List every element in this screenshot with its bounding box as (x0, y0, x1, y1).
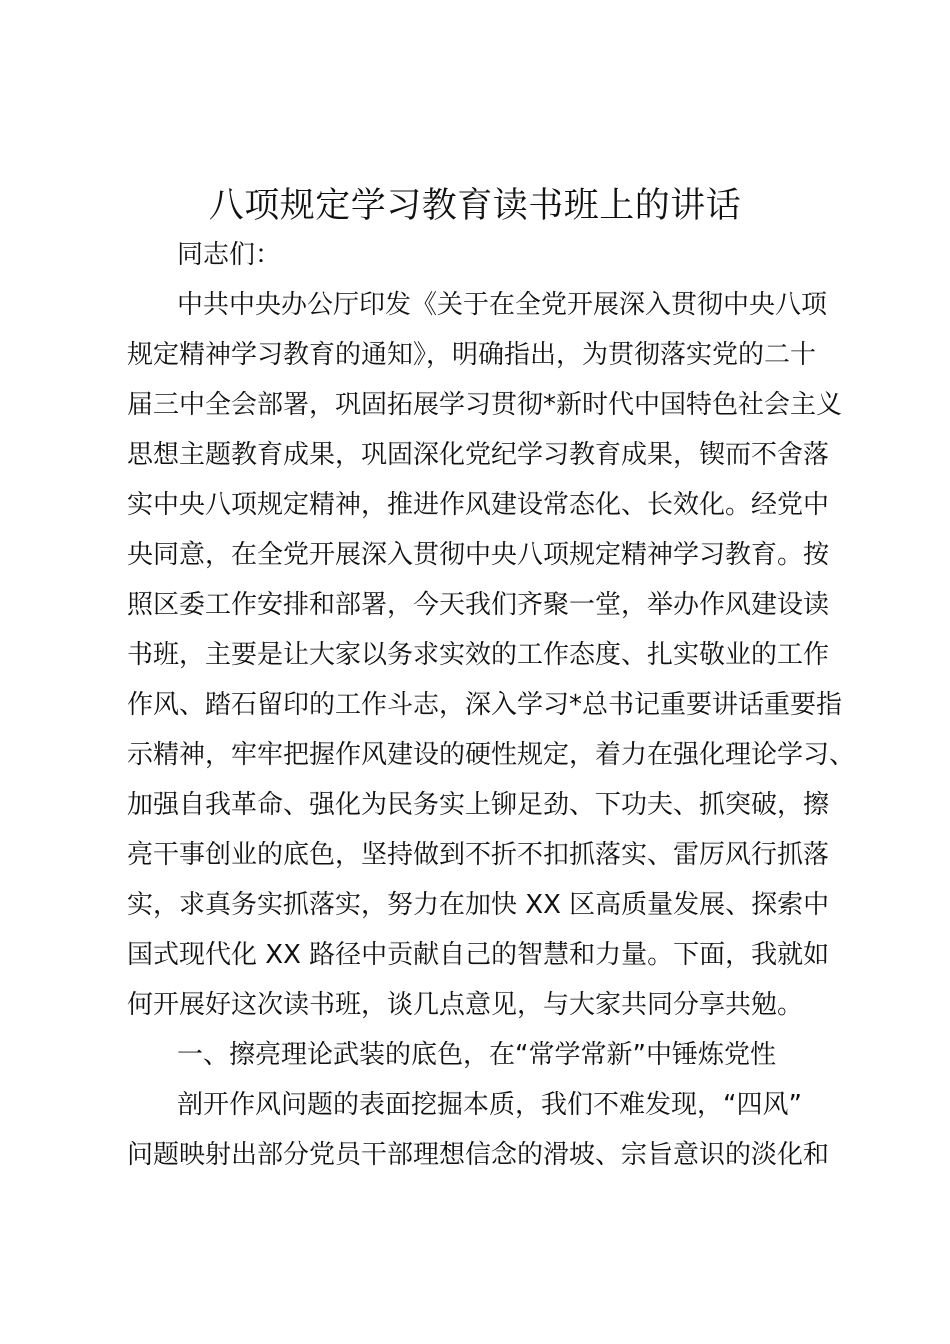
paragraph-line: 作风、踏石留印的工作斗志，深入学习*总书记重要讲话重要指 (127, 690, 843, 720)
paragraph-line: 示精神，牢牢把握作风建设的硬性规定，着力在强化理论学习、 (127, 740, 856, 770)
paragraph-line: 中共中央办公厅印发《关于在全党开展深入贯彻中央八项 (177, 290, 828, 320)
paragraph-line: 加强自我革命、强化为民务实上铆足劲、下功夫、抓突破，擦 (127, 790, 830, 820)
paragraph-line: 问题映射出部分党员干部理想信念的滑坡、宗旨意识的淡化和 (127, 1140, 830, 1170)
paragraph-line: 书班，主要是让大家以务求实效的工作态度、扎实敬业的工作 (127, 640, 830, 670)
paragraph-line: 规定精神学习教育的通知》，明确指出，为贯彻落实党的二十 (127, 340, 817, 370)
document-title: 八项规定学习教育读书班上的讲话 (208, 186, 742, 226)
paragraph-line: 实中央八项规定精神，推进作风建设常态化、长效化。经党中 (127, 490, 830, 520)
salutation: 同志们： (177, 240, 282, 270)
paragraph-line: 届三中全会部署，巩固拓展学习贯彻*新时代中国特色社会主义 (127, 390, 843, 420)
paragraph-line: 亮干事创业的底色，坚持做到不折不扣抓落实、雷厉风行抓落 (127, 840, 830, 870)
paragraph-line: 剖开作风问题的表面挖掘本质，我们不难发现，“四风” (177, 1090, 802, 1120)
paragraph-line: 实，求真务实抓落实，努力在加快 XX 区高质量发展、探索中 (127, 890, 830, 920)
paragraph-line: 国式现代化 XX 路径中贡献自己的智慧和力量。下面，我就如 (127, 940, 830, 970)
paragraph-line: 照区委工作安排和部署，今天我们齐聚一堂，举办作风建设读 (127, 590, 830, 620)
paragraph-line: 何开展好这次读书班，谈几点意见，与大家共同分享共勉。 (127, 990, 804, 1020)
section-heading: 一、擦亮理论武装的底色，在“常学常新”中锤炼党性 (177, 1040, 776, 1070)
paragraph-line: 央同意，在全党开展深入贯彻中央八项规定精神学习教育。按 (127, 540, 830, 570)
paragraph-line: 思想主题教育成果，巩固深化党纪学习教育成果，锲而不舍落 (127, 440, 830, 470)
